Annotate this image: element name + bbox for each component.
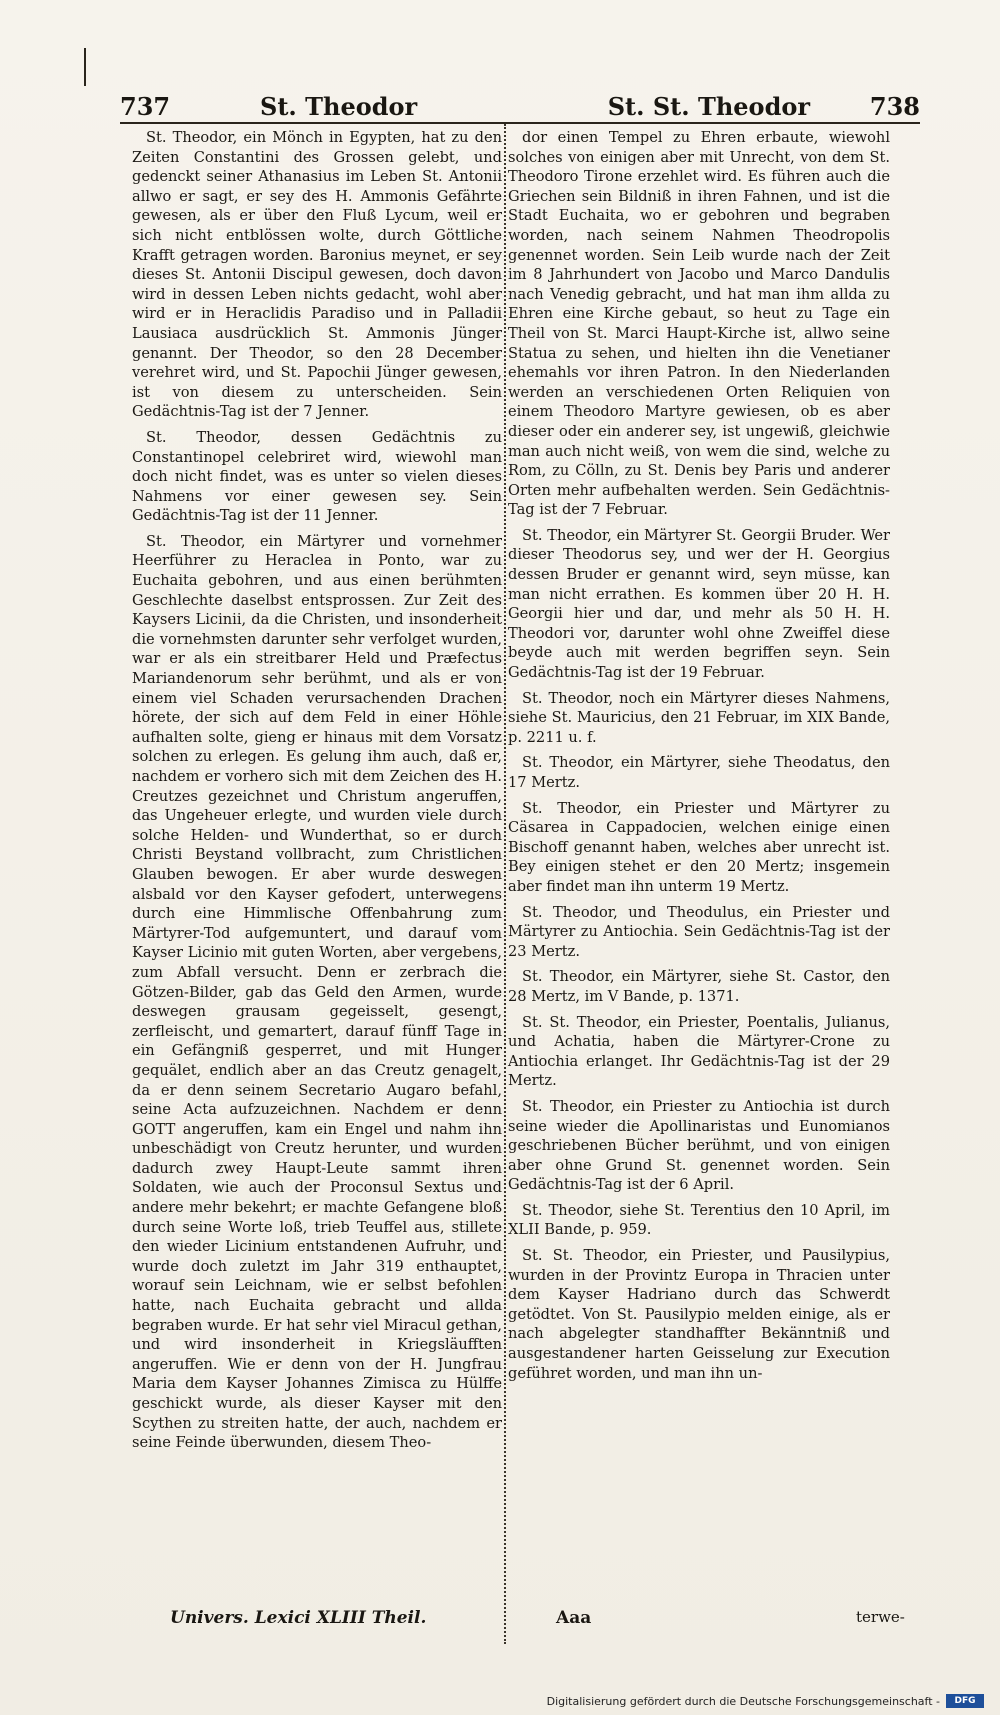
entry-paragraph: dor einen Tempel zu Ehren erbaute, wiewohl solches von einigen aber mit Unrecht, von dem St. Theodoro Tirone erzehlet wird. Es führen auch die Griechen sein Bildniß in ihren Fahnen, und ist die Stadt Euchaita, wo er gebohren und begraben worden, nach seinem Nahmen Theodropolis genennet worden. Sein Leib wurde nach der Zeit im 8 Jahrhundert von Jacobo und Marco Dandulis nach Venedig gebracht, und hat man ihm allda zu Ehren eine Kirche gebaut, so heut zu Tage ein Theil von St. Marci Haupt-Kirche ist, allwo seine Statua zu sehen, und hielten ihn die Venetianer ehemahls vor ihren Patron. In den Niederlanden werden an verschiedenen Orten Reliquien von einem Theodoro Martyre gewiesen, ob es aber dieser oder ein anderer sey, ist ungewiß, gleichwie man auch nicht weiß, von wem die sind, welche zu Rom, zu Cölln, zu St. Denis bey Paris und anderer Orten mehr aufbehalten werden. Sein Gedächtnis-Tag ist der 7 Februar. bbox=[508, 129, 890, 519]
column-divider bbox=[504, 124, 507, 1644]
entry-paragraph: St. Theodor, dessen Gedächtnis zu Constantinopel celebriret wird, wiewohl man doch nicht findet, was es unter so vielen dieses Nahmens vor einer gewesen sey. Sein Gedächtnis-Tag ist der 11 Jenner. bbox=[132, 428, 502, 525]
left-page-number: 737 bbox=[120, 92, 171, 121]
entry-paragraph: St. St. Theodor, ein Priester, und Pausilypius, wurden in der Provintz Europa in Thracien unter dem Kayser Hadriano durch das Schwerdt getödtet. Von St. Pausilypio melden einige, als er nach abgelegter standhaffter Bekänntniß und ausgestandener harten Geisselung zur Execution geführet worden, und man ihn un- bbox=[508, 1247, 890, 1382]
entry-paragraph: St. Theodor, ein Mönch in Egypten, hat zu den Zeiten Constantini des Grossen gelebt, und gedenckt seiner Athanasius im Leben St. Antonii allwo er sagt, er sey des H. Ammonis Gefährte gewesen, als er über den Fluß Lycum, weil er sich nicht entblössen wolte, durch Göttliche Krafft getragen worden. Baronius meynet, er sey dieses St. Antonii Discipul gewesen, doch davon wird in dessen Leben nichts gedacht, wohl aber wird er in Heraclidis Paradiso und in Palladii Lausiaca ausdrücklich St. Ammonis Jünger genannt. Der Theodor, so den 28 December verehret wird, und St. Papochii Jünger gewesen, ist von diesem zu unterscheiden. Sein Gedächtnis-Tag ist der 7 Jenner. bbox=[132, 129, 502, 421]
margin-mark bbox=[84, 48, 86, 86]
dfg-logo: DFG bbox=[946, 1694, 984, 1708]
catchword: terwe- bbox=[856, 1608, 905, 1626]
entry-paragraph: St. Theodor, und Theodulus, ein Priester und Märtyrer zu Antiochia. Sein Gedächtnis-Tag ist der 23 Mertz. bbox=[508, 903, 890, 960]
right-running-title: St. St. Theodor bbox=[607, 92, 810, 121]
right-column bbox=[508, 128, 890, 1389]
right-page-number: 738 bbox=[869, 92, 920, 121]
entry-paragraph: St. Theodor, ein Märtyrer St. Georgii Bruder. Wer dieser Theodorus sey, und wer der H. Georgius dessen Bruder er genannt wird, seyn müsse, kan man nicht errathen. Es kommen über 20 H. H. Georgii hier und dar, und mehr als 50 H. H. Theodori vor, darunter wohl ohne Zweiffel diese beyde auch mit werden begriffen seyn. Sein Gedächtnis-Tag ist der 19 Februar. bbox=[508, 526, 890, 682]
header-rule bbox=[120, 122, 920, 124]
entry-paragraph: St. Theodor, ein Märtyrer, siehe St. Castor, den 28 Mertz, im V Bande, p. 1371. bbox=[508, 968, 890, 1005]
left-running-title: St. Theodor bbox=[260, 92, 418, 121]
entry-paragraph: St. Theodor, siehe St. Terentius den 10 April, im XLII Bande, p. 959. bbox=[508, 1201, 890, 1239]
signature-mark: Aaa bbox=[556, 1608, 592, 1628]
entry-paragraph: St. Theodor, noch ein Märtyrer dieses Nahmens, siehe St. Mauricius, den 21 Februar, im XIX Bande, p. 2211 u. f. bbox=[508, 689, 890, 746]
entry-paragraph: St. St. Theodor, ein Priester, Poentalis, Julianus, und Achatia, haben die Märtyrer-Crone zu Antiochia erlanget. Ihr Gedächtnis-Tag ist der 29 Mertz. bbox=[508, 1013, 890, 1090]
page-header bbox=[120, 88, 920, 124]
volume-signature: Univers. Lexici XLIII Theil. bbox=[170, 1608, 427, 1628]
entry-paragraph: St. Theodor, ein Priester und Märtyrer zu Cäsarea in Cappadocien, welchen einige einen Bischoff genannt haben, welches aber unrecht ist. Bey einigen stehet er den 20 Mertz; insgemein aber findet man ihn unterm 19 Mertz. bbox=[508, 799, 890, 895]
entry-paragraph: St. Theodor, ein Märtyrer, siehe Theodatus, den 17 Mertz. bbox=[508, 754, 890, 791]
left-column bbox=[132, 128, 502, 1459]
digitization-credit: Digitalisierung gefördert durch die Deutsche Forschungsgemeinschaft - bbox=[546, 1695, 940, 1708]
entry-paragraph: St. Theodor, ein Priester zu Antiochia ist durch seine wieder die Apollinaristas und Eunomianos geschriebenen Bücher berühmt, und von einigen aber ohne Grund St. genennet worden. Sein Gedächtnis-Tag ist der 6 April. bbox=[508, 1097, 890, 1194]
entry-paragraph: St. Theodor, ein Märtyrer und vornehmer Heerführer zu Heraclea in Ponto, war zu Euchaita gebohren, und aus einen berühmten Geschlechte daselbst entsprossen. Zur Zeit des Kaysers Licinii, da die Christen, und insonderheit die vornehmsten darunter sehr verfolget wurden, war er als ein streitbarer Held und Præfectus Mariandenorum sehr berühmt, und als er von einem viel Schaden verursachenden Drachen hörete, der sich auf dem Feld in einer Höhle aufhalten solte, gieng er hinaus mit dem Vorsatz solchen zu erlegen. Es gelung ihm auch, daß er, nachdem er vorhero sich mit dem Zeichen des H. Creutzes gezeichnet und Christum angeruffen, das Ungeheuer erlegte, und wurden viele durch solche Helden- und Wunderthat, so er durch Christi Beystand vollbracht, zum Christlichen Glauben bewogen. Er aber wurde deswegen alsbald vor den Kayser gefodert, unterwegens durch eine Himmlische Offenbahrung zum Märtyrer-Tod aufgemuntert, und darauf vom Kayser Licinio mit guten Worten, aber vergebens, zum Abfall versucht. Denn er zerbrach die Götzen-Bilder, gab das Geld den Armen, wurde deswegen grausam gegeisselt, gesengt, zerfleischt, und gemartert, darauf fünff Tage in ein Gefängniß gesperret, und mit Hunger gequälet, endlich aber an das Creutz genagelt, da er denn seinem Secretario Augaro befahl, seine Acta aufzuzeichnen. Nachdem er denn GOTT angeruffen, kam ein Engel und nahm ihn unbeschädigt von Creutz herunter, und wurden dadurch zwey Haupt-Leute sammt ihren Soldaten, wie auch der Proconsul Sextus und andere mehr bekehrt; er machte Gefangene bloß durch seine Worte loß, trieb Teuffel aus, stillete den wieder Licinium entstandenen Aufruhr, und wurde doch zuletzt im Jahr 319 enthauptet, worauf sein Leichnam, wie er selbst befohlen hatte, nach Euchaita gebracht und allda begraben wurde. Er hat sehr viel Miracul gethan, und wird insonderheit in Kriegsläufften angeruffen. Wie er denn von der H. Jungfrau Maria dem Kayser Johannes Zimisca zu Hülffe geschickt wurde, als dieser Kayser mit den Scythen zu streiten hatte, der auch, nachdem er seine Feinde überwunden, diesem Theo- bbox=[132, 532, 502, 1452]
